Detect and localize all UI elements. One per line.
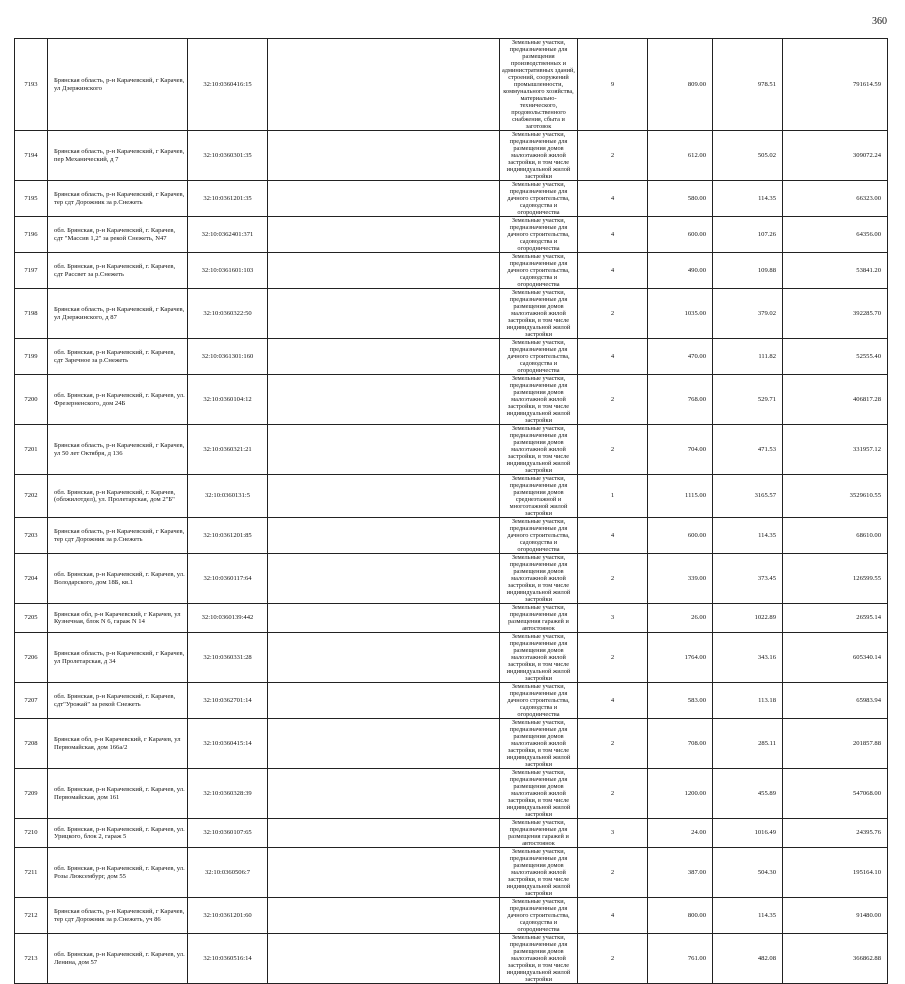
table-row	[15, 253, 888, 289]
area-cell: 708.00	[648, 719, 713, 769]
group-cell: 2	[578, 769, 648, 819]
spacer-cell	[268, 181, 500, 217]
spacer-cell	[268, 289, 500, 339]
row-number-cell: 7213	[15, 934, 48, 984]
land-use-cell: Земельные участки, предназначенные для размещения домов малоэтажной жилой застройки, в том числе индивидуальной жилой застройки	[500, 769, 578, 819]
group-cell: 4	[578, 217, 648, 253]
group-cell: 2	[578, 131, 648, 181]
group-cell: 4	[578, 339, 648, 375]
cadastral-value-cell: 64356.00	[783, 217, 888, 253]
specific-value-cell: 285.11	[713, 719, 783, 769]
area-cell: 583.00	[648, 683, 713, 719]
table-row	[15, 934, 888, 984]
specific-value-cell: 504.30	[713, 848, 783, 898]
land-use-cell: Земельные участки, предназначенные для размещения гаражей и автостоянок	[500, 604, 578, 633]
cadastral-number-cell: 32:10:0360321:21	[188, 425, 268, 475]
address-cell: Брянская область, р-н Карачевский, г Карачев, ул Дзержинского	[48, 39, 188, 131]
address-cell: Брянская область, р-н Карачевский, г Карачев, ул Дзержинского, д 87	[48, 289, 188, 339]
table-row	[15, 554, 888, 604]
land-use-cell: Земельные участки, предназначенные для размещения гаражей и автостоянок	[500, 819, 578, 848]
cadastral-number-cell: 32:10:0361201:85	[188, 518, 268, 554]
cadastral-number-cell: 32:10:0361601:103	[188, 253, 268, 289]
land-use-cell: Земельные участки, предназначенные для дачного строительства, садоводства и огородничества	[500, 683, 578, 719]
spacer-cell	[268, 769, 500, 819]
specific-value-cell: 1022.89	[713, 604, 783, 633]
cadastral-number-cell: 32:10:0362401:371	[188, 217, 268, 253]
group-cell: 3	[578, 819, 648, 848]
cadastral-number-cell: 32:10:0360331:28	[188, 633, 268, 683]
row-number-cell: 7205	[15, 604, 48, 633]
cadastral-number-cell: 32:10:0360131:5	[188, 475, 268, 518]
land-use-cell: Земельные участки, предназначенные для размещения домов малоэтажной жилой застройки, в том числе индивидуальной жилой застройки	[500, 719, 578, 769]
cadastral-value-cell: 392285.70	[783, 289, 888, 339]
cadastral-number-cell: 32:10:0360104:12	[188, 375, 268, 425]
address-cell: Брянская область, р-н Карачевский, г Карачев, тер сдт Дорожник за р.Снежеть, уч 86	[48, 898, 188, 934]
table-row	[15, 518, 888, 554]
land-use-cell: Земельные участки, предназначенные для дачного строительства, садоводства и огородничества	[500, 253, 578, 289]
address-cell: обл. Брянская, р-н Карачевский, г. Карачев, ул. Ленина, дом 57	[48, 934, 188, 984]
table-row	[15, 848, 888, 898]
row-number-cell: 7204	[15, 554, 48, 604]
land-use-cell: Земельные участки, предназначенные для дачного строительства, садоводства и огородничества	[500, 898, 578, 934]
spacer-cell	[268, 898, 500, 934]
table-row	[15, 131, 888, 181]
cadastral-value-cell: 406817.28	[783, 375, 888, 425]
cadastral-number-cell: 32:10:0360139:442	[188, 604, 268, 633]
table-row	[15, 375, 888, 425]
cadastral-value-cell: 331957.12	[783, 425, 888, 475]
group-cell: 4	[578, 181, 648, 217]
row-number-cell: 7212	[15, 898, 48, 934]
spacer-cell	[268, 719, 500, 769]
cadastral-number-cell: 32:10:0360416:15	[188, 39, 268, 131]
cadastral-number-cell: 32:10:0361201:35	[188, 181, 268, 217]
table-row	[15, 769, 888, 819]
address-cell: Брянская область, р-н Карачевский, г Карачев, ул Пролетарская, д 34	[48, 633, 188, 683]
area-cell: 387.00	[648, 848, 713, 898]
cadastral-value-cell: 126599.55	[783, 554, 888, 604]
cadastral-number-cell: 32:10:0361301:160	[188, 339, 268, 375]
cadastral-number-cell: 32:10:0362701:14	[188, 683, 268, 719]
cadastral-value-cell: 547068.00	[783, 769, 888, 819]
group-cell: 4	[578, 683, 648, 719]
table-body	[15, 39, 888, 984]
address-cell: обл. Брянская, р-н Карачевский, г. Карачев, сдт"Урожай" за рекой Снежеть	[48, 683, 188, 719]
cadastral-value-cell: 309072.24	[783, 131, 888, 181]
spacer-cell	[268, 475, 500, 518]
land-use-cell: Земельные участки, предназначенные для размещения домов малоэтажной жилой застройки, в том числе индивидуальной жилой застройки	[500, 554, 578, 604]
group-cell: 2	[578, 554, 648, 604]
group-cell: 2	[578, 934, 648, 984]
row-number-cell: 7209	[15, 769, 48, 819]
cadastral-value-cell: 52555.40	[783, 339, 888, 375]
table-row	[15, 683, 888, 719]
group-cell: 2	[578, 425, 648, 475]
cadastral-value-cell: 3529610.55	[783, 475, 888, 518]
area-cell: 600.00	[648, 518, 713, 554]
row-number-cell: 7198	[15, 289, 48, 339]
spacer-cell	[268, 131, 500, 181]
group-cell: 2	[578, 289, 648, 339]
table-row	[15, 339, 888, 375]
specific-value-cell: 482.08	[713, 934, 783, 984]
address-cell: Брянская обл, р-н Карачевский, г Карачев, ул Кузнечная, блок N 6, гараж N 14	[48, 604, 188, 633]
row-number-cell: 7193	[15, 39, 48, 131]
area-cell: 600.00	[648, 217, 713, 253]
specific-value-cell: 107.26	[713, 217, 783, 253]
page-number: 360	[872, 16, 887, 27]
address-cell: обл. Брянская, р-н Карачевский, г. Карачев, ул. Розы Люксембург, дом 55	[48, 848, 188, 898]
group-cell: 4	[578, 253, 648, 289]
cadastral-value-cell: 53841.20	[783, 253, 888, 289]
specific-value-cell: 1016.49	[713, 819, 783, 848]
cadastral-value-cell: 26595.14	[783, 604, 888, 633]
row-number-cell: 7202	[15, 475, 48, 518]
row-number-cell: 7201	[15, 425, 48, 475]
spacer-cell	[268, 554, 500, 604]
area-cell: 704.00	[648, 425, 713, 475]
land-use-cell: Земельные участки, предназначенные для размещения домов малоэтажной жилой застройки, в том числе индивидуальной жилой застройки	[500, 375, 578, 425]
land-use-cell: Земельные участки, предназначенные для размещения домов малоэтажной жилой застройки, в том числе индивидуальной жилой застройки	[500, 425, 578, 475]
row-number-cell: 7200	[15, 375, 48, 425]
cadastral-value-cell: 65983.94	[783, 683, 888, 719]
area-cell: 761.00	[648, 934, 713, 984]
cadastral-value-cell: 605340.14	[783, 633, 888, 683]
address-cell: обл. Брянская, р-н Карачевский, г. Карачев, сдт "Массив 1,2" за рекой Снежеть, N47	[48, 217, 188, 253]
cadastral-value-cell: 195164.10	[783, 848, 888, 898]
address-cell: Брянская область, р-н Карачевский, г Карачев, пер Механический, д 7	[48, 131, 188, 181]
spacer-cell	[268, 375, 500, 425]
spacer-cell	[268, 633, 500, 683]
row-number-cell: 7206	[15, 633, 48, 683]
specific-value-cell: 978.51	[713, 39, 783, 131]
table-row	[15, 604, 888, 633]
spacer-cell	[268, 518, 500, 554]
spacer-cell	[268, 819, 500, 848]
spacer-cell	[268, 39, 500, 131]
specific-value-cell: 505.02	[713, 131, 783, 181]
address-cell: обл. Брянская, р-н Карачевский, г. Карачев, сдт Рассвет за р.Снежеть	[48, 253, 188, 289]
specific-value-cell: 471.53	[713, 425, 783, 475]
row-number-cell: 7207	[15, 683, 48, 719]
area-cell: 24.00	[648, 819, 713, 848]
group-cell: 3	[578, 604, 648, 633]
cadastral-number-cell: 32:10:0360301:35	[188, 131, 268, 181]
land-use-cell: Земельные участки, предназначенные для дачного строительства, садоводства и огородничества	[500, 181, 578, 217]
area-cell: 809.00	[648, 39, 713, 131]
row-number-cell: 7208	[15, 719, 48, 769]
cadastral-number-cell: 32:10:0361201:60	[188, 898, 268, 934]
cadastral-value-cell: 91480.00	[783, 898, 888, 934]
land-use-cell: Земельные участки, предназначенные для дачного строительства, садоводства и огородничества	[500, 339, 578, 375]
area-cell: 470.00	[648, 339, 713, 375]
specific-value-cell: 343.16	[713, 633, 783, 683]
spacer-cell	[268, 217, 500, 253]
table-row	[15, 289, 888, 339]
spacer-cell	[268, 425, 500, 475]
address-cell: обл. Брянская, р-н Карачевский, г. Карачев, ул. Первомайская, дом 161	[48, 769, 188, 819]
cadastral-number-cell: 32:10:0360117:64	[188, 554, 268, 604]
specific-value-cell: 114.35	[713, 518, 783, 554]
cadastral-value-cell: 66323.00	[783, 181, 888, 217]
area-cell: 580.00	[648, 181, 713, 217]
specific-value-cell: 3165.57	[713, 475, 783, 518]
specific-value-cell: 455.89	[713, 769, 783, 819]
row-number-cell: 7196	[15, 217, 48, 253]
area-cell: 26.00	[648, 604, 713, 633]
area-cell: 1115.00	[648, 475, 713, 518]
land-use-cell: Земельные участки, предназначенные для дачного строительства, садоводства и огородничества	[500, 518, 578, 554]
land-use-cell: Земельные участки, предназначенные для размещения домов среднеэтажной и многоэтажной жилой застройки	[500, 475, 578, 518]
table-row	[15, 217, 888, 253]
row-number-cell: 7197	[15, 253, 48, 289]
row-number-cell: 7199	[15, 339, 48, 375]
area-cell: 612.00	[648, 131, 713, 181]
address-cell: Брянская обл, р-н Карачевский, г Карачев, ул Первомайская, дом 166а/2	[48, 719, 188, 769]
cadastral-number-cell: 32:10:0360107:65	[188, 819, 268, 848]
spacer-cell	[268, 683, 500, 719]
specific-value-cell: 109.88	[713, 253, 783, 289]
area-cell: 1035.00	[648, 289, 713, 339]
group-cell: 2	[578, 719, 648, 769]
address-cell: Брянская область, р-н Карачевский, г Карачев, тер сдт Дорожник за р.Снежеть	[48, 518, 188, 554]
group-cell: 4	[578, 898, 648, 934]
table-row	[15, 475, 888, 518]
land-use-cell: Земельные участки, предназначенные для дачного строительства, садоводства и огородничества	[500, 217, 578, 253]
address-cell: обл. Брянская, р-н Карачевский, г. Карачев, сдт Заречное за р.Снежеть	[48, 339, 188, 375]
table-row	[15, 425, 888, 475]
row-number-cell: 7211	[15, 848, 48, 898]
table-row	[15, 898, 888, 934]
table-row	[15, 181, 888, 217]
row-number-cell: 7203	[15, 518, 48, 554]
group-cell: 2	[578, 848, 648, 898]
specific-value-cell: 114.35	[713, 181, 783, 217]
land-use-cell: Земельные участки, предназначенные для размещения домов малоэтажной жилой застройки, в том числе индивидуальной жилой застройки	[500, 289, 578, 339]
specific-value-cell: 529.71	[713, 375, 783, 425]
spacer-cell	[268, 604, 500, 633]
area-cell: 768.00	[648, 375, 713, 425]
specific-value-cell: 113.18	[713, 683, 783, 719]
specific-value-cell: 373.45	[713, 554, 783, 604]
cadastral-value-cell: 791614.59	[783, 39, 888, 131]
address-cell: обл. Брянская, р-н Карачевский, г. Карачев, ул. Володарского, дом 18Б, кв.1	[48, 554, 188, 604]
cadastral-number-cell: 32:10:0360415:14	[188, 719, 268, 769]
area-cell: 1200.00	[648, 769, 713, 819]
cadastral-value-cell: 366862.88	[783, 934, 888, 984]
address-cell: обл. Брянская, р-н Карачевский, г. Карачев, (облжилотдел), ул. Пролетарская, дом 2"Б"	[48, 475, 188, 518]
spacer-cell	[268, 934, 500, 984]
table-row	[15, 633, 888, 683]
cadastral-number-cell: 32:10:0360322:50	[188, 289, 268, 339]
land-use-cell: Земельные участки, предназначенные для размещения домов малоэтажной жилой застройки, в том числе индивидуальной жилой застройки	[500, 848, 578, 898]
group-cell: 1	[578, 475, 648, 518]
cadastral-number-cell: 32:10:0360328:39	[188, 769, 268, 819]
group-cell: 9	[578, 39, 648, 131]
specific-value-cell: 114.35	[713, 898, 783, 934]
row-number-cell: 7195	[15, 181, 48, 217]
specific-value-cell: 379.02	[713, 289, 783, 339]
area-cell: 339.00	[648, 554, 713, 604]
cadastral-number-cell: 32:10:0360516:14	[188, 934, 268, 984]
specific-value-cell: 111.82	[713, 339, 783, 375]
group-cell: 2	[578, 375, 648, 425]
table-row	[15, 719, 888, 769]
land-use-cell: Земельные участки, предназначенные для размещения домов малоэтажной жилой застройки, в том числе индивидуальной жилой застройки	[500, 633, 578, 683]
address-cell: обл. Брянская, р-н Карачевский, г. Карачев, ул. Урицкого, блок 2, гараж 5	[48, 819, 188, 848]
area-cell: 800.00	[648, 898, 713, 934]
spacer-cell	[268, 848, 500, 898]
land-use-cell: Земельные участки, предназначенные для размещения производственных и административных зданий, строений, сооружений промышленности, коммунального хозяйства, материально-технического, продовольственного снабжения, сбыта и заготовок	[500, 39, 578, 131]
cadastral-value-cell: 68610.00	[783, 518, 888, 554]
spacer-cell	[268, 339, 500, 375]
address-cell: обл. Брянская, р-н Карачевский, г. Карачев, ул. Фрезерненского, дом 24Б	[48, 375, 188, 425]
area-cell: 490.00	[648, 253, 713, 289]
table-row	[15, 819, 888, 848]
cadastral-value-table	[14, 38, 888, 984]
cadastral-number-cell: 32:10:0360506:7	[188, 848, 268, 898]
spacer-cell	[268, 253, 500, 289]
cadastral-value-cell: 24395.76	[783, 819, 888, 848]
table-row	[15, 39, 888, 131]
land-use-cell: Земельные участки, предназначенные для размещения домов малоэтажной жилой застройки, в том числе индивидуальной жилой застройки	[500, 934, 578, 984]
row-number-cell: 7210	[15, 819, 48, 848]
area-cell: 1764.00	[648, 633, 713, 683]
group-cell: 2	[578, 633, 648, 683]
land-use-cell: Земельные участки, предназначенные для размещения домов малоэтажной жилой застройки, в том числе индивидуальной жилой застройки	[500, 131, 578, 181]
address-cell: Брянская область, р-н Карачевский, г Карачев, ул 50 лет Октября, д 136	[48, 425, 188, 475]
cadastral-value-cell: 201857.88	[783, 719, 888, 769]
row-number-cell: 7194	[15, 131, 48, 181]
group-cell: 4	[578, 518, 648, 554]
address-cell: Брянская область, р-н Карачевский, г Карачев, тер сдт Дорожник за р.Снежеть	[48, 181, 188, 217]
